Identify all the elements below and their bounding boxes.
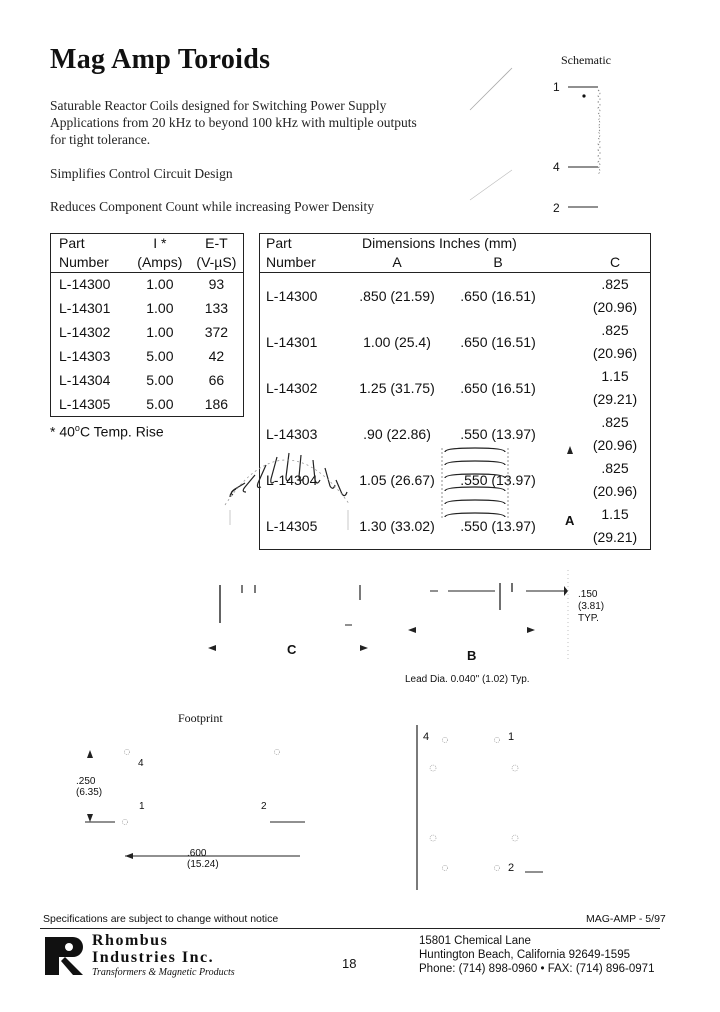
dim-cell: .825 (20.96) xyxy=(592,414,638,453)
schematic-pin-2: 2 xyxy=(553,201,560,215)
dim-cell: L-14303 xyxy=(266,425,318,442)
dim-cell: L-14300 xyxy=(266,287,318,304)
dim-cell: .850 (21.59) xyxy=(359,287,435,304)
dim-header-part: Part xyxy=(266,235,292,251)
header-et: E-T xyxy=(205,235,228,251)
elec-cell: L-14305 xyxy=(59,395,111,412)
schematic-label: Schematic xyxy=(561,53,611,67)
elec-cell: 66 xyxy=(208,371,225,388)
elec-cell: 1.00 xyxy=(146,276,174,293)
dim-cell: L-14302 xyxy=(266,379,318,396)
elec-cell: 186 xyxy=(204,395,229,412)
side-pin-1: 1 xyxy=(508,731,515,743)
elec-cell: 42 xyxy=(208,347,225,364)
lead-diameter-note: Lead Dia. 0.040" (1.02) Typ. xyxy=(405,674,530,685)
elec-row xyxy=(51,344,244,368)
company-name: Rhombus Industries Inc. xyxy=(92,932,215,966)
electrical-spec-table xyxy=(50,233,244,417)
dim-cell: .825 (20.96) xyxy=(592,322,638,361)
footprint-pin-1: 1 xyxy=(139,801,145,812)
page-title: Mag Amp Toroids xyxy=(50,44,271,75)
feature-1: Simplifies Control Circuit Design xyxy=(50,166,233,181)
elec-cell: 93 xyxy=(208,276,225,293)
elec-cell: 133 xyxy=(204,300,229,317)
elec-row xyxy=(51,392,244,416)
schematic-diagram xyxy=(450,60,620,230)
dim-cell: 1.00 (25.4) xyxy=(363,333,431,350)
elec-row xyxy=(51,297,244,321)
dim-label-a: A xyxy=(565,513,575,528)
dim-cell: .550 (13.97) xyxy=(460,517,536,534)
dim-row xyxy=(260,319,651,365)
elec-cell: L-14301 xyxy=(59,300,111,317)
dim-cell: .825 (20.96) xyxy=(592,276,638,315)
dim-cell: L-14301 xyxy=(266,333,318,350)
elec-cell: L-14304 xyxy=(59,371,111,388)
dim-header-c: C xyxy=(550,253,651,273)
dim-row xyxy=(260,365,651,411)
elec-cell: 5.00 xyxy=(146,347,174,364)
dim-cell: 1.05 (26.67) xyxy=(359,471,435,488)
dim-row xyxy=(260,273,651,320)
toroid-top-view xyxy=(200,435,380,635)
elec-cell: L-14302 xyxy=(59,324,111,341)
contact-line: Phone: (714) 898-0960 • FAX: (714) 896-0971 xyxy=(419,963,655,975)
company-logo-icon xyxy=(43,935,88,977)
dim-header-a: A xyxy=(348,253,446,273)
elec-cell: L-14300 xyxy=(59,276,111,293)
schematic-pin-1: 1 xyxy=(553,80,560,94)
dim-label-c: C xyxy=(287,642,297,657)
footer-divider xyxy=(40,928,660,929)
dim-cell: .550 (13.97) xyxy=(460,471,536,488)
lead-spacing-dim: .150 (3.81) TYP. xyxy=(578,589,605,624)
dim-cell: 1.15 (29.21) xyxy=(592,506,638,545)
header-current: I * xyxy=(153,235,167,251)
page-number: 18 xyxy=(342,956,357,971)
elec-cell: 372 xyxy=(204,324,229,341)
temp-rise-note: * 40$^o$C Temp. Rise xyxy=(50,423,164,440)
address-line-1: 15801 Chemical Lane xyxy=(419,935,531,947)
company-tagline: Transformers & Magnetic Products xyxy=(92,967,235,978)
elec-cell: L-14303 xyxy=(59,347,111,364)
header-number: Number xyxy=(51,253,130,273)
footprint-horiz-dim: .600 (15.24) xyxy=(187,848,219,870)
dim-cell: .650 (16.51) xyxy=(460,287,536,304)
spec-change-note: Specifications are subject to change without notice xyxy=(43,913,279,925)
dim-header-group: Dimensions Inches (mm) xyxy=(362,235,517,251)
footprint-vert-dim: .250 (6.35) xyxy=(76,776,103,798)
dim-cell: .90 (22.86) xyxy=(363,425,431,442)
elec-cell: 5.00 xyxy=(146,395,174,412)
dim-label-b: B xyxy=(467,648,477,663)
document-code: MAG-AMP - 5/97 xyxy=(586,913,666,925)
product-description: Saturable Reactor Coils designed for Switching Power Supply Applications from 20 kHz to beyond 100 kHz with multiple outputs for tight tolerance. xyxy=(50,98,417,147)
dim-cell: 1.30 (33.02) xyxy=(359,517,435,534)
elec-cell: 5.00 xyxy=(146,371,174,388)
dim-header-number: Number xyxy=(260,253,349,273)
side-pin-2: 2 xyxy=(508,862,515,874)
side-pin-4: 4 xyxy=(423,731,430,743)
footprint-pin-4: 4 xyxy=(138,758,144,769)
footprint-label: Footprint xyxy=(178,711,223,725)
elec-cell: 1.00 xyxy=(146,300,174,317)
dim-header-b: B xyxy=(446,253,550,273)
header-part: Part xyxy=(59,235,85,251)
elec-cell: 1.00 xyxy=(146,324,174,341)
elec-row xyxy=(51,321,244,345)
dim-cell: .825 (20.96) xyxy=(592,460,638,499)
toroid-side-view xyxy=(400,440,630,670)
dim-cell: .650 (16.51) xyxy=(460,379,536,396)
schematic-pin-4: 4 xyxy=(553,160,560,174)
dim-cell: 1.25 (31.75) xyxy=(359,379,435,396)
footprint-side-diagram xyxy=(405,720,545,900)
dim-cell: .650 (16.51) xyxy=(460,333,536,350)
address-line-2: Huntington Beach, California 92649-1595 xyxy=(419,949,630,961)
feature-2: Reduces Component Count while increasing Power Density xyxy=(50,199,374,214)
dim-cell: L-14304 xyxy=(266,471,318,488)
header-vus: (V-µS) xyxy=(190,253,244,273)
header-amps: (Amps) xyxy=(130,253,190,273)
footprint-pin-2: 2 xyxy=(261,801,267,812)
dim-cell: L-14305 xyxy=(266,517,318,534)
dim-cell: .550 (13.97) xyxy=(460,425,536,442)
elec-row xyxy=(51,368,244,392)
dim-cell: 1.15 (29.21) xyxy=(592,368,638,407)
elec-row xyxy=(51,273,244,297)
